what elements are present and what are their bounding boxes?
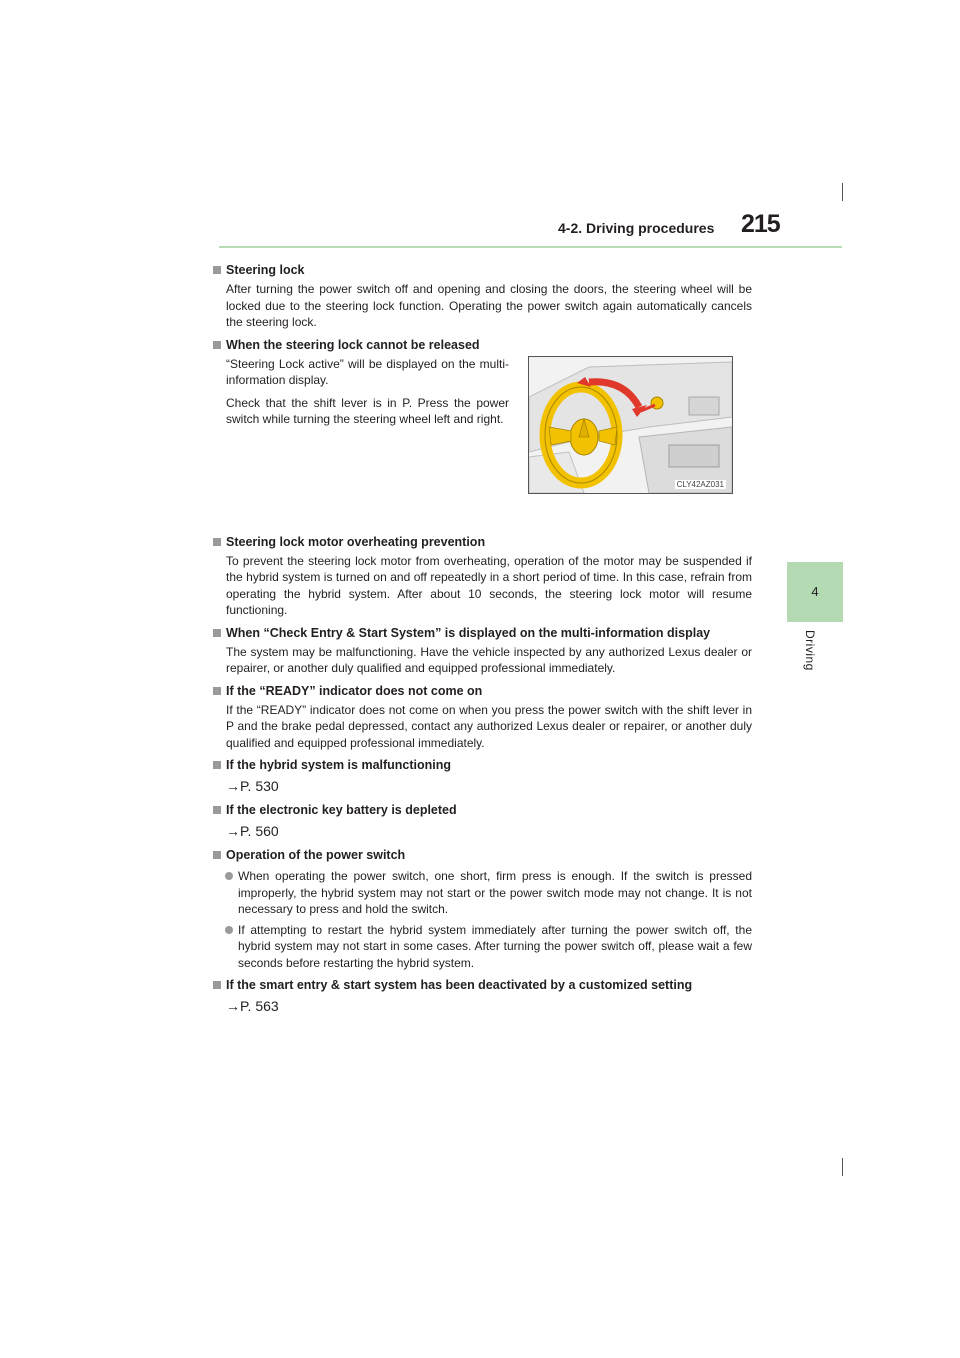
bullet-item	[212, 922, 752, 972]
page-content	[212, 256, 752, 1018]
heading-text: When “Check Entry & Start System” is displayed on the multi-information display	[226, 625, 711, 640]
steering-wheel-illustration	[528, 356, 733, 494]
circle-bullet-icon	[225, 872, 233, 880]
square-bullet-icon	[213, 266, 221, 274]
heading-text: Steering lock	[226, 263, 305, 277]
chapter-label: Driving	[803, 630, 817, 671]
steering-wheel-drawing	[529, 357, 732, 493]
square-bullet-icon	[213, 761, 221, 769]
heading-text: If the electronic key battery is depleted	[226, 803, 457, 817]
bullet-item	[212, 868, 752, 918]
paragraph-check-entry: The system may be malfunctioning. Have the vehicle inspected by any authorized Lexus dealer or repairer, or another duly qualified and equipped professional immediately.	[226, 644, 752, 675]
paragraph-check-shift: Check that the shift lever is in P. Press the power switch while turning the steering wheel left and right.	[226, 395, 509, 426]
bullet-text: When operating the power switch, one short, firm press is enough. If the switch is pressed improperly, the hybrid system may not start or the power switch mode may not change. It is not necessary to press and hold the switch.	[238, 869, 752, 916]
page-reference-link[interactable]: →P. 563	[226, 998, 279, 1014]
paragraph-overheating: To prevent the steering lock motor from overheating, operation of the motor may be suspended if the hybrid system is turned on and off repeatedly in a short period of time. In this case, refrain from operating the hybrid system. After about 10 seconds, the steering lock motor will resume functioning.	[226, 553, 752, 617]
crop-mark-top	[842, 183, 843, 201]
heading-text: If the smart entry & start system has been deactivated by a customized setting	[226, 978, 693, 992]
heading-ready	[212, 683, 752, 700]
header-divider	[219, 246, 842, 248]
page-number: 215	[741, 210, 780, 238]
page-header	[219, 212, 842, 246]
lock-release-block	[212, 356, 752, 528]
heading-text: Steering lock motor overheating prevention	[226, 534, 486, 549]
square-bullet-icon	[213, 851, 221, 859]
square-bullet-icon	[213, 981, 221, 989]
heading-smart-entry	[212, 977, 752, 994]
heading-key-battery	[212, 802, 752, 819]
chapter-number: 4	[811, 584, 819, 599]
heading-overheating	[212, 534, 752, 551]
heading-power-switch	[212, 847, 752, 864]
crop-mark-bottom	[842, 1158, 843, 1176]
heading-text: If the “READY” indicator does not come on	[226, 683, 483, 698]
paragraph-ready: If the “READY” indicator does not come on when you press the power switch with the shift lever in P and the brake pedal depressed, contact any authorized Lexus dealer or repairer, or another duly qualified and equipped professional immediately.	[226, 702, 752, 750]
page-reference-link[interactable]: →P. 530	[226, 778, 279, 794]
square-bullet-icon	[213, 687, 221, 695]
paragraph-steering-lock: After turning the power switch off and opening and closing the doors, the steering wheel will be locked due to the steering lock function. Operating the power switch again automatically cancels the steering lock.	[226, 282, 752, 329]
square-bullet-icon	[213, 629, 221, 637]
chapter-tab	[787, 562, 843, 622]
page-reference-link[interactable]: →P. 560	[226, 823, 279, 839]
section-title: 4-2. Driving procedures	[558, 220, 715, 236]
heading-check-entry	[212, 625, 752, 642]
heading-lock-not-released	[212, 337, 752, 354]
heading-steering-lock	[212, 262, 752, 279]
square-bullet-icon	[213, 806, 221, 814]
paragraph-lock-active: “Steering Lock active” will be displayed on the multi-information display.	[226, 356, 509, 387]
heading-hybrid-malfunction	[212, 757, 752, 774]
heading-text: If the hybrid system is malfunctioning	[226, 758, 452, 772]
figure-code: CLY42AZ031	[676, 479, 724, 489]
heading-text: When the steering lock cannot be released	[226, 337, 480, 352]
square-bullet-icon	[213, 538, 221, 546]
circle-bullet-icon	[225, 926, 233, 934]
square-bullet-icon	[213, 341, 221, 349]
bullet-text: If attempting to restart the hybrid system immediately after turning the power switch off, the hybrid system may not start in some cases. After turning the power switch off, please wait a few seconds before restarting the hybrid system.	[238, 922, 752, 970]
lock-release-text	[226, 356, 509, 434]
heading-text: Operation of the power switch	[226, 848, 406, 862]
